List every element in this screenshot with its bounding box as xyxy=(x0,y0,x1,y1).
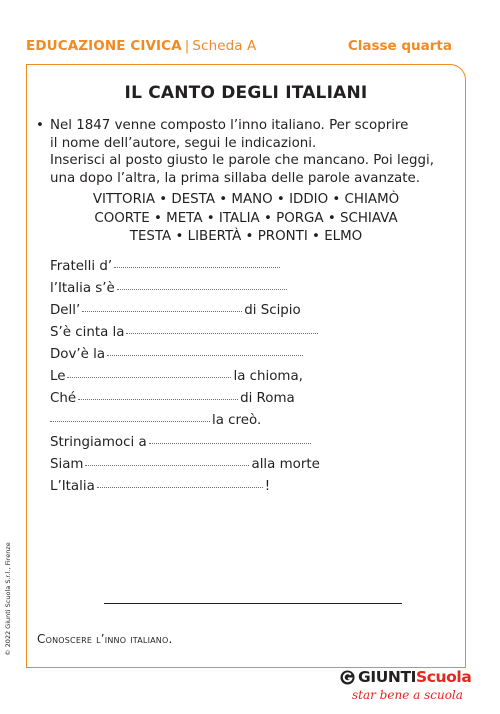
footer-objective: Conoscere l’inno italiano. xyxy=(37,632,173,646)
verse-text: Dov’è la xyxy=(50,347,106,362)
brand-name: GIUNTIScuola xyxy=(358,668,472,686)
header-separator: | xyxy=(184,38,190,54)
fill-in-blank[interactable] xyxy=(114,266,280,268)
verse-text: Ché xyxy=(50,391,77,406)
verse-line xyxy=(50,478,270,495)
instructions xyxy=(36,117,446,187)
verse-text: Stringiamoci a xyxy=(50,435,147,450)
verse-text: la creò. xyxy=(212,413,262,428)
publisher-logo xyxy=(336,666,472,706)
instruction-line: Nel 1847 venne composto l’inno italiano. Per scoprire xyxy=(50,118,409,133)
verse-text: alla morte xyxy=(251,457,320,472)
verse-line xyxy=(50,412,261,429)
fill-in-blank[interactable] xyxy=(97,486,263,488)
verse-text: la chioma, xyxy=(233,369,303,384)
verse-line xyxy=(50,280,289,297)
verse-line xyxy=(50,390,295,407)
word-bank-line: COORTE • META • ITALIA • PORGA • SCHIAVA xyxy=(94,210,398,226)
verse-text: Fratelli d’ xyxy=(50,259,113,274)
verse-text: l’Italia s’è xyxy=(50,281,115,296)
verse-text: ! xyxy=(264,479,271,494)
fill-in-blank[interactable] xyxy=(50,420,210,422)
fill-in-blank[interactable] xyxy=(149,442,311,444)
fill-in-blank[interactable] xyxy=(117,288,287,290)
fill-in-blank[interactable] xyxy=(82,310,242,312)
giunti-g-icon xyxy=(340,670,355,685)
subject-label: EDUCAZIONE CIVICA xyxy=(26,38,182,54)
verse-line xyxy=(50,456,320,473)
verse-text: Dell’ xyxy=(50,303,81,318)
verse-line xyxy=(50,368,303,385)
brand-tagline: star bene a scuola xyxy=(352,688,463,702)
instruction-line: una dopo l’altra, la prima sillaba delle parole avanzate. xyxy=(50,170,420,186)
fill-in-blank[interactable] xyxy=(78,398,238,400)
verse-line xyxy=(50,324,320,341)
page-header-subject xyxy=(26,38,256,54)
verse-text: S’è cinta la xyxy=(50,325,125,340)
class-label: Classe quarta xyxy=(347,38,452,54)
word-bank-line: VITTORIA • DESTA • MANO • IDDIO • CHIAMÒ xyxy=(92,192,400,207)
verse-text: Le xyxy=(50,369,66,384)
author-answer-line[interactable] xyxy=(104,603,402,604)
fill-in-blank[interactable] xyxy=(107,354,303,356)
word-bank-line: TESTA • LIBERTÀ • PRONTI • ELMO xyxy=(129,229,363,244)
page-title: IL CANTO DEGLI ITALIANI xyxy=(124,83,368,103)
fill-in-blank[interactable] xyxy=(67,376,231,378)
verse-line xyxy=(50,346,305,363)
verse-text: di Roma xyxy=(240,391,295,406)
fill-in-blank[interactable] xyxy=(85,464,249,466)
bullet-icon: • xyxy=(36,118,44,133)
verse-line xyxy=(50,434,313,451)
instruction-line: il nome dell’autore, segui le indicazioni. xyxy=(50,135,317,151)
sheet-label: Scheda A xyxy=(192,38,257,54)
verse-line xyxy=(50,302,301,319)
verse-text: di Scipio xyxy=(244,303,301,318)
instruction-line: Inserisci al posto giusto le parole che mancano. Poi leggi, xyxy=(50,153,434,168)
copyright-text: © 2022 Giunti Scuola S.r.l., Firenze xyxy=(4,542,12,656)
verse-text: L’Italia xyxy=(50,479,95,494)
verse-line xyxy=(50,258,282,275)
fill-in-blank[interactable] xyxy=(126,332,318,334)
verse-text: Siam xyxy=(50,457,84,472)
word-bank xyxy=(26,191,466,247)
